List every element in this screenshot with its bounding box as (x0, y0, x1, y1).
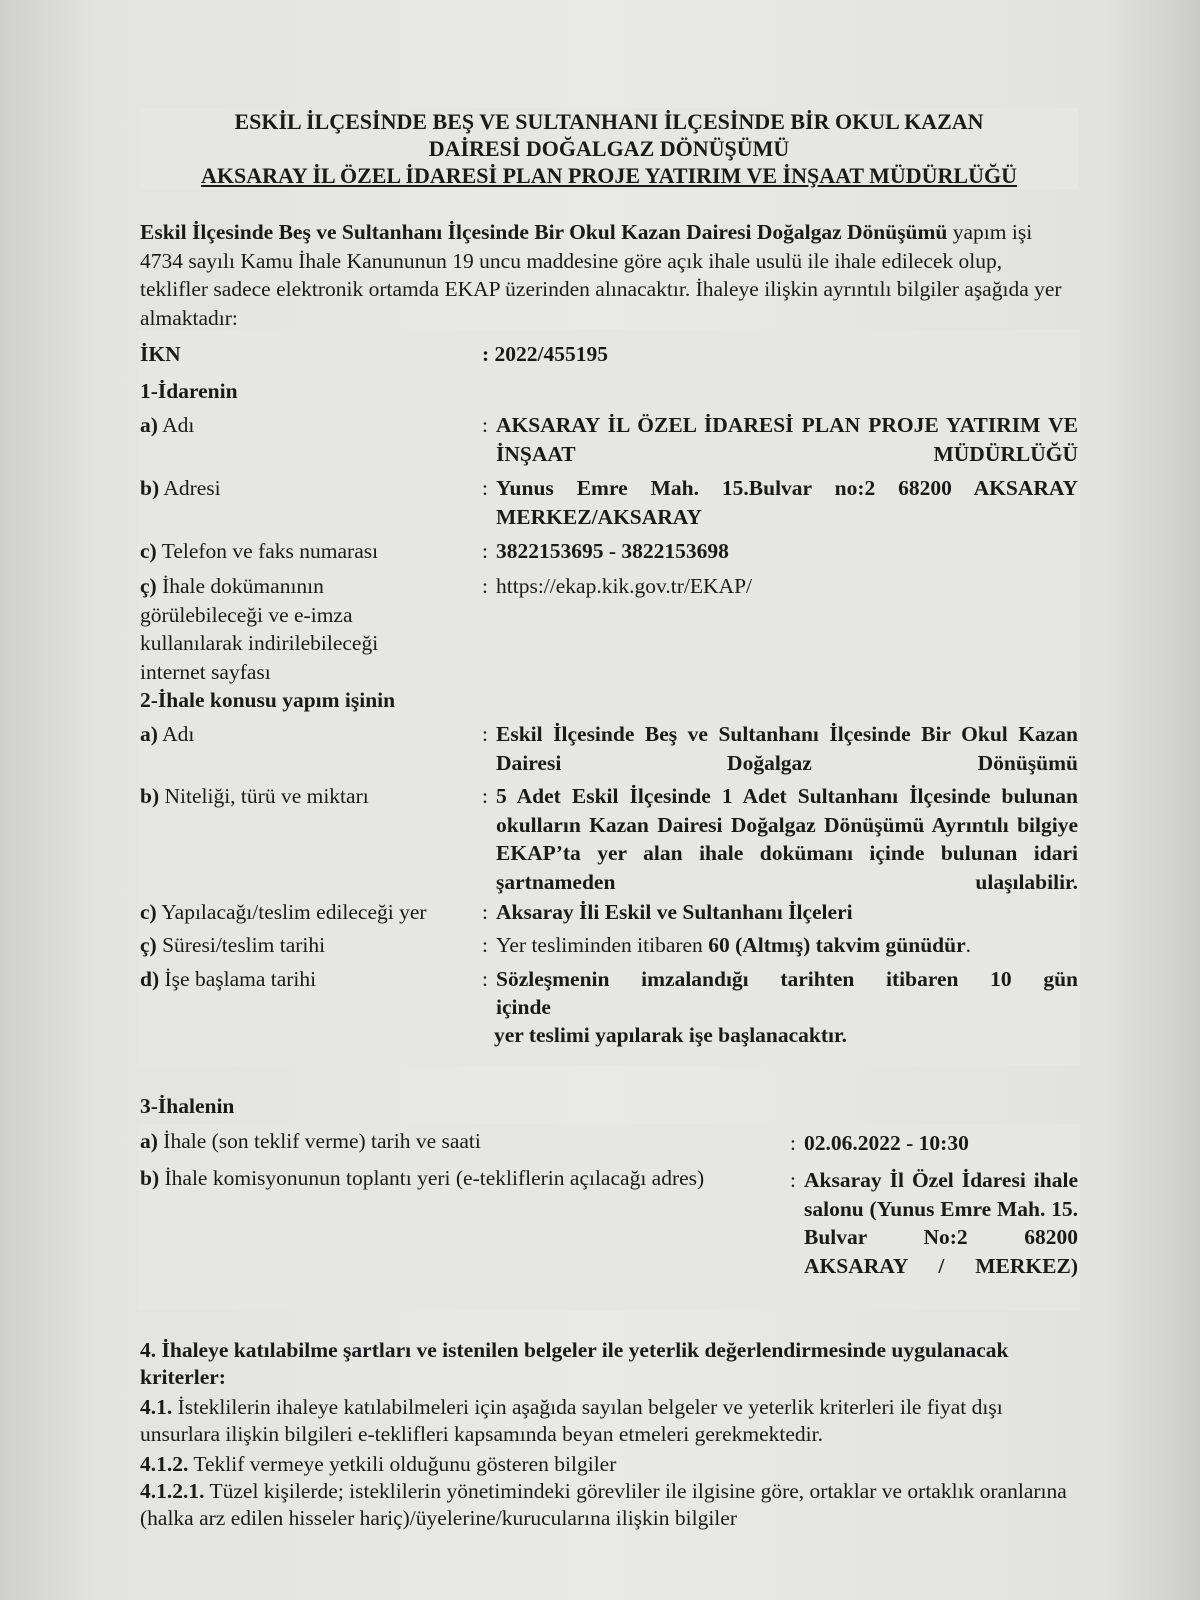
s2-cc-value: Yer tesliminden itibaren 60 (Altmış) takvim günüdür. (496, 933, 971, 957)
s3-b-value: Aksaray İl Özel İdaresi ihale salonu (Yunus Emre Mah. 15. Bulvar No:2 68200 AKSARAY / MERKEZ) (804, 1168, 1078, 1278)
s1-cc-value[interactable]: https://ekap.kik.gov.tr/EKAP/ (496, 574, 752, 598)
s1-b-value: Yunus Emre Mah. 15.Bulvar no:2 68200 AKSARAY MERKEZ/AKSARAY (496, 476, 1078, 529)
s1-b-label: b) Adresi (140, 476, 221, 500)
document-page: ESKİL İLÇESİNDE BEŞ VE SULTANHANI İLÇESİNDE BİR OKUL KAZAN DAİRESİ DOĞALGAZ DÖNÜŞÜMÜ AKSARAY İL ÖZEL İDARESİ PLAN PROJE YATIRIM VE İNŞAAT MÜDÜRLÜĞÜ Eskil İlçesinde Beş ve Sultanhanı İlçesinde Bir Okul Kazan Dairesi Doğalgaz Dönüşümü yapım işi 4734 sayılı Kamu İhale Kanununun 19 uncu maddesine göre açık ihale usulü ile ihale edilecek olup, teklifler sadece elektronik ortamda EKAP üzerinden alınacaktır. İhaleye ilişkin ayrıntılı bilgiler aşağıda yer almaktadır: İKN : 2022/455195 1-İdarenin a) Adı : AKSARAY İL ÖZEL İDARESİ PLAN PROJE YATIRIM VE İNŞAAT MÜDÜRLÜĞÜ b) Adresi : Yunus Emre Mah. 15.Bulvar no:2 68200 AKSARAY MERKEZ/AKSARAY c) Telefon ve faks numarası : 3822153695 - 3822153698 ç) İhale dokümanının görülebileceği ve e-imza kullanılarak indirilebileceği internet sayfası : https://ekap.kik.gov.tr/EKAP/ 2-İhale konusu yapım işinin a) Adı : Eskil İlçesinde Beş ve Sultanhanı İlçesinde Bir Okul Kazan Dairesi Doğalgaz Dönüşümü b) Niteliği, türü ve miktarı : 5 Adet Eskil İlçesinde 1 Adet Sultanhanı İlçesinde bulunan okulların Kazan Dairesi Doğalgaz Dönüşümü Ayrıntılı bilgiye EKAP’ta yer alan ihale dokümanı içinde bulunan idari şartnameden ulaşılabilir. c) Yapılacağı/teslim edileceği yer : Aksaray İli Eskil ve Sultanhanı İlçeleri ç) Süresi/teslim tarihi : Yer tesliminden itibaren 60 (Altmış) takvim günüdür. d) İşe başlama tarihi : Sözleşmenin imzalandığı tarihten itibaren 10 gün içinde yer teslimi yapılarak işe başlanacaktır. 3-İhalenin a) İhale (son teklif verme) tarih ve saati : 02.06.2022 - 10:30 b) İhale komisyonunun toplantı yeri (e-tekliflerin açılacağı adres) : Aksaray İl Özel İdaresi ihale salonu (Yunus Emre Mah. 15. Bulvar No:2 68200 AKSARAY / MERKEZ) 4. İhaleye katılabilme şartları ve istenilen belgeler ile yeterlik değerlendirmesinde uygulanacak kriterler: 4.1. İsteklilerin ihaleye katılabilmeleri için aşağıda sayılan belgeler ve yeterlik kriterleri ile fiyat dışı unsurlara ilişkin bilgileri e-teklifleri kapsamında beyan etmeleri gerekmektedir. 4.1.2. Teklif vermeye yetkili olduğunu gösteren bilgiler 4.1.2.1. Tüzel kişilerde; isteklilerin yönetimindeki görevliler ile ilgisine göre, ortaklar ve ortaklık oranlarına (halka arz edilen hisseler hariç)/üyelerine/kurucularına ilişkin bilgiler (0, 0, 1200, 1600)
s2-cc-label: ç) Süresi/teslim tarihi (140, 933, 326, 957)
s2-d-label: d) İşe başlama tarihi (140, 967, 317, 991)
section4-p412: 4.1.2. Teklif vermeye yetkili olduğunu gösteren bilgiler (140, 1452, 617, 1476)
s2-a-value: Eskil İlçesinde Beş ve Sultanhanı İlçesinde Bir Okul Kazan Dairesi Doğalgaz Dönüşümü (496, 722, 1078, 775)
s3-a-value: 02.06.2022 - 10:30 (804, 1131, 969, 1155)
section4-heading: 4. İhaleye katılabilme şartları ve istenilen belgeler ile yeterlik değerlendirmesinde uygulanacak kriterler: (140, 1338, 1009, 1389)
title-line-2: DAİRESİ DOĞALGAZ DÖNÜŞÜMÜ (428, 136, 790, 161)
section3-heading: 3-İhalenin (140, 1094, 235, 1118)
s2-c-label: c) Yapılacağı/teslim edileceği yer (140, 900, 427, 924)
s2-d-value-line1: Sözleşmenin imzalandığı tarihten itibaren 10 gün (496, 967, 1078, 991)
ikn-label: İKN (140, 342, 181, 366)
s1-c-value: 3822153695 - 3822153698 (496, 539, 729, 563)
intro-paragraph (140, 218, 1068, 332)
s2-b-label: b) Niteliği, türü ve miktarı (140, 784, 369, 808)
s2-d-value-line3: yer teslimi yapılarak işe başlanacaktır. (494, 1023, 847, 1047)
intro-text: yapım işi 4734 sayılı Kamu İhale Kanununun 19 uncu maddesine göre açık ihale usulü ile ihale edilecek olup, teklifler sadece elektronik ortamda EKAP üzerinden alınacaktır. İhaleye ilişkin ayrıntılı bilgiler aşağıda yer almaktadır: (140, 220, 1062, 330)
s2-c-value: Aksaray İli Eskil ve Sultanhanı İlçeleri (496, 900, 853, 924)
s2-a-label: a) Adı (140, 722, 195, 746)
s2-b-value: 5 Adet Eskil İlçesinde 1 Adet Sultanhanı İlçesinde bulunan okulların Kazan Dairesi Doğalgaz Dönüşümü Ayrıntılı bilgiye EKAP’ta yer alan ihale dokümanı içinde bulunan idari şartnameden ulaşılabilir. (496, 784, 1078, 894)
title-line-3: AKSARAY İL ÖZEL İDARESİ PLAN PROJE YATIRIM VE İNŞAAT MÜDÜRLÜĞÜ (201, 163, 1017, 188)
s1-a-label: a) Adı (140, 413, 195, 437)
s1-c-label: c) Telefon ve faks numarası (140, 539, 379, 563)
s3-a-label: a) İhale (son teklif verme) tarih ve saati (140, 1129, 481, 1153)
title-line-1: ESKİL İLÇESİNDE BEŞ VE SULTANHANI İLÇESİNDE BİR OKUL KAZAN (234, 109, 984, 134)
section4-p4121: 4.1.2.1. Tüzel kişilerde; isteklilerin yönetimindeki görevliler ile ilgisine göre, ortaklar ve ortaklık oranlarına (halka arz edilen hisseler hariç)/üyelerine/kurucularına ilişkin bilgiler (140, 1479, 1067, 1530)
s1-a-value: AKSARAY İL ÖZEL İDARESİ PLAN PROJE YATIRIM VE İNŞAAT MÜDÜRLÜĞÜ (496, 413, 1078, 466)
s1-cc-label: ç) İhale dokümanının görülebileceği ve e-imza kullanılarak indirilebileceği internet sayfası (140, 574, 379, 684)
document-title (140, 108, 1078, 189)
section1-heading: 1-İdarenin (140, 379, 238, 403)
intro-bold: Eskil İlçesinde Beş ve Sultanhanı İlçesinde Bir Okul Kazan Dairesi Doğalgaz Dönüşümü (140, 220, 948, 244)
section2-heading: 2-İhale konusu yapım işinin (140, 688, 396, 712)
s2-d-value-line2: içinde (496, 995, 551, 1019)
section4-p41: 4.1. İsteklilerin ihaleye katılabilmeleri için aşağıda sayılan belgeler ve yeterlik kriterleri ile fiyat dışı unsurlara ilişkin bilgileri e-teklifleri kapsamında beyan etmeleri gerekmektedir. (140, 1395, 1003, 1446)
ikn-value: : 2022/455195 (482, 342, 609, 366)
s3-b-label: b) İhale komisyonunun toplantı yeri (e-tekliflerin açılacağı adres) (140, 1166, 705, 1190)
